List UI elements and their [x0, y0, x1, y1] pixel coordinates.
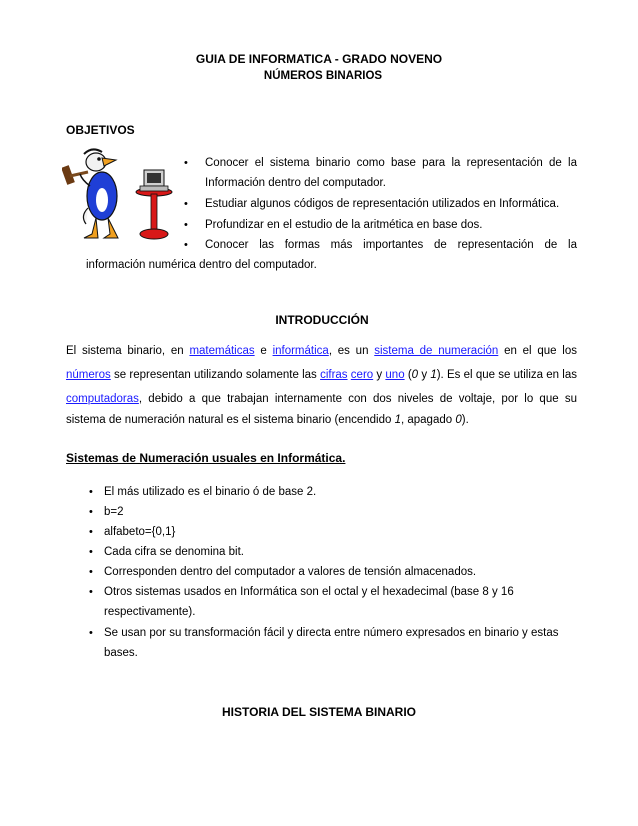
bullet-icon: • [184, 239, 188, 251]
link-sistema-de-numeracion[interactable]: sistema de numeración [374, 345, 499, 357]
intro-line-3 [66, 393, 577, 405]
link-matematicas[interactable]: matemáticas [189, 345, 255, 357]
text: e [254, 345, 273, 357]
text: y [373, 369, 386, 381]
sistemas-item-cont: bases. [104, 647, 138, 659]
bullet-icon: • [89, 627, 93, 639]
bullet-icon: • [184, 219, 188, 231]
sistemas-item-cont: respectivamente). [104, 606, 196, 618]
sistemas-item: b=2 [104, 506, 124, 518]
bullet-icon: • [89, 586, 93, 598]
link-cifras[interactable]: cifras [320, 369, 348, 381]
bullet-icon: • [89, 546, 93, 558]
bullet-icon: • [184, 198, 188, 210]
intro-line-4 [66, 414, 469, 426]
text: , debido a que trabajan internamente con dos niveles de voltaje, por lo que su [138, 393, 577, 405]
bullet-icon: • [184, 157, 188, 169]
text: y [418, 369, 431, 381]
text: ). Es el que se utiliza en las [436, 369, 578, 381]
text: sistema de numeración natural es el sistema binario (encendido [66, 414, 395, 426]
link-cero[interactable]: cero [350, 369, 374, 381]
bullet-icon: • [89, 526, 93, 538]
digit-one: 1 [394, 414, 401, 426]
text: , es un [328, 345, 375, 357]
text: El sistema binario, en [66, 345, 190, 357]
sistemas-item: Cada cifra se denomina bit. [104, 546, 244, 558]
sistemas-item: alfabeto={0,1} [104, 526, 176, 538]
text: , apagado [400, 414, 456, 426]
intro-line-1 [66, 345, 577, 357]
objetivo-item: Conocer el sistema binario como base para la representación de la [205, 157, 577, 169]
text: en el que los [498, 345, 577, 357]
link-computadoras[interactable]: computadoras [66, 393, 139, 405]
page-subtitle: NÚMEROS BINARIOS [263, 70, 383, 82]
digit-zero: 0 [411, 369, 419, 381]
bullet-icon: • [89, 486, 93, 498]
objetivo-item: Estudiar algunos códigos de representación utilizados en Informática. [205, 198, 560, 210]
objetivo-wrap-line: información numérica dentro del computador. [86, 259, 317, 271]
bullet-icon: • [89, 506, 93, 518]
sistemas-item: Otros sistemas usados en Informática son el octal y el hexadecimal (base 8 y 16 [104, 586, 514, 598]
historia-heading: HISTORIA DEL SISTEMA BINARIO [221, 705, 416, 719]
intro-heading: INTRODUCCIÓN [275, 313, 369, 327]
objetivo-item-cont: Información dentro del computador. [205, 177, 386, 189]
text: ( [404, 369, 412, 381]
objetivos-heading: OBJETIVOS [66, 123, 135, 137]
text: se representan utilizando solamente las [110, 369, 321, 381]
digit-one: 1 [430, 369, 437, 381]
text: ). [461, 414, 469, 426]
duck-at-computer-icon [62, 146, 178, 246]
digit-zero: 0 [455, 414, 462, 426]
objetivo-item: Profundizar en el estudio de la aritmética en base dos. [205, 219, 483, 231]
page-title: GUIA DE INFORMATICA - GRADO NOVENO [195, 52, 443, 66]
sistemas-item: Corresponden dentro del computador a valores de tensión almacenados. [104, 566, 477, 578]
objetivo-item: Conocer las formas más importantes de representación de la [205, 239, 577, 251]
bullet-icon: • [89, 566, 93, 578]
sistemas-heading: Sistemas de Numeración usuales en Informática. [66, 451, 346, 465]
link-informatica[interactable]: informática [272, 345, 329, 357]
link-numeros[interactable]: números [66, 369, 111, 381]
sistemas-item: El más utilizado es el binario ó de base 2. [104, 486, 317, 498]
intro-line-2 [66, 369, 577, 381]
sistemas-item: Se usan por su transformación fácil y directa entre número expresados en binario y estas [104, 627, 559, 639]
link-uno[interactable]: uno [385, 369, 405, 381]
